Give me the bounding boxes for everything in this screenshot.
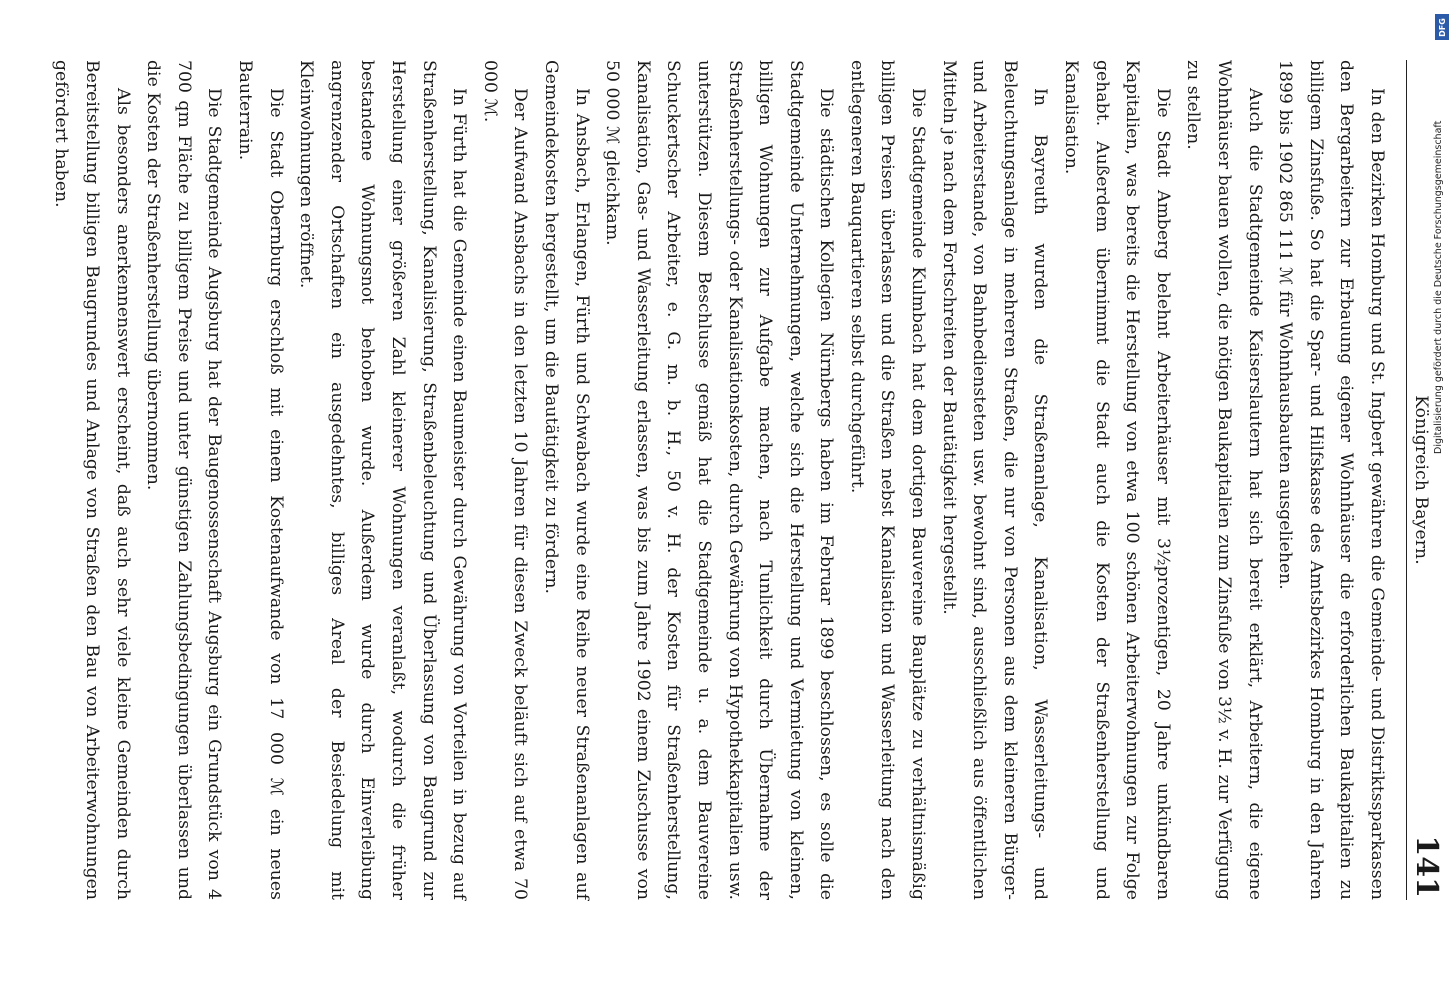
dfg-logo-icon <box>1435 14 1449 40</box>
paragraph-amberg: Die Stadt Amberg belehnt Arbeiterhäuser mit 3½prozentigen, 20 Jahre unkündbaren Kapitalien, was bereits die Herstellung von etwa 100 schönen Arbeiterwohnungen zur Folge gehabt. Außerdem übernimmt die Stadt auch die Kosten der Straßenherstellung und Kanalisation. <box>1061 60 1173 900</box>
paragraph-ansbach: In Ansbach, Erlangen, Fürth und Schwabach wurde eine Reihe neuer Straßenanlagen auf Gemeindekosten hergestellt, um die Bautätigkeit zu fördern. <box>540 60 592 900</box>
digitization-credit <box>1429 14 1449 454</box>
digitization-credit-text: Digitalisierung gefördert durch die Deutsche Forschungsgemeinschaft <box>1433 120 1444 454</box>
paragraph-obernburg: Die Stadt Obernburg erschloß mit einem Kostenaufwande von 17 000 ℳ ein neues Bauterrain. <box>235 60 286 900</box>
document-page <box>51 50 1455 910</box>
page-number: 141 <box>1409 835 1444 898</box>
paragraph-bayreuth: In Bayreuth wurden die Straßenanlage, Kanalisation, Wasserleitungs- und Beleuchtungsanlage in mehreren Straßen, die nur von Personen aus dem kleineren Bürger- und Arbeiterstande, von Bahnbediensteten usw. bewohnt sind, ausschließlich aus öffentlichen Mitteln je nach dem Fortschreiten der Bautätigkeit hergestellt. <box>938 60 1051 900</box>
paragraph-homburg: In den Bezirken Homburg und St. Ingbert gewähren die Gemeinde- und Distriktssparkassen den Bergarbeitern zur Erbauung eigener Wohnhäuser die erforderlichen Baukapitalien zu billigem Zinsfuße. So hat die Spar- und Hilfskasse des Amtsbezirkes Homburg in den Jahren 1899 bis 1902 865 111 ℳ für Wohnhausbauten ausgeliehen. <box>1275 60 1387 900</box>
dfg-logo-text: DFG <box>1437 17 1447 37</box>
paragraph-fuerth: In Fürth hat die Gemeinde einen Baumeister durch Gewährung von Vorteilen in bezug auf Straßenherstellung, Kanalisierung, Straßenbeleuchtung und Überlassung von Baugrund zur Herstellung einer größeren Zahl kleinerer Wohnungen veranlaßt, wodurch die früher bestandene Wohnungsnot behoben wurde. Außerdem wurde durch Einverleibung angrenzender Ortschaften ein ausgedehntes, billiges Areal der Besiedelung mit Kleinwohnungen eröffnet. <box>296 60 470 900</box>
page-header-title: Königreich Bayern. <box>1411 395 1431 565</box>
paragraph-ansbach-cost: Der Aufwand Ansbachs in den letzten 10 Jahren für diesen Zweck beläuft sich auf etwa 70 000 ℳ. <box>479 60 531 900</box>
paragraph-nuernberg: Die städtischen Kollegien Nürnbergs haben im Februar 1899 beschlossen, es solle die Stadtgemeinde Unternehmungen, welche sich die Herstellung und Vermietung von kleinen, billigen Wohnungen zur Aufgabe machen, nach Tunlichkeit durch Übernahme der Straßenherstellungs- oder Kanalisationskosten, durch Gewährung von Hypothekkapitalien usw. unterstützen. Diesem Beschlusse gemäß hat die Stadtgemeinde u. a. dem Bauvereine Schuckertscher Arbeiter, e. G. m. b. H., 50 v. H. der Kosten für Straßenherstellung, Kanalisation, Gas- und Wasserleitung erlassen, was bis zum Jahre 1902 einem Zuschusse von 50 000 ℳ gleichkam. <box>602 60 837 900</box>
paragraph-kaiserslautern: Auch die Stadtgemeinde Kaiserslautern hat sich bereit erklärt, Arbeitern, die eigene Wohnhäuser bauen wollen, die nötigen Baukapitalien zum Zinsfuße von 3½ v. H. zur Verfügung zu stellen. <box>1183 60 1265 900</box>
body-text <box>46 60 1392 900</box>
paragraph-augsburg: Die Stadtgemeinde Augsburg hat der Baugenossenschaft Augsburg ein Grundstück von 4 700 qm Fläche zu billigem Preise und unter günstigen Zahlungsbedingungen überlassen und die Kosten der Straßenherstellung übernommen. <box>143 60 225 900</box>
paragraph-kulmbach: Die Stadtgemeinde Kulmbach hat dem dortigen Bauvereine Bauplätze zu verhältnismäßig billigen Preisen überlassen und die Straßen nebst Kanalisation und Wasserleitung nach den entlegeneren Bauquartieren selbst durchgeführt. <box>846 60 929 900</box>
paragraph-small-communities: Als besonders anerkennenswert erscheint, daß auch sehr viele kleine Gemeinden durch Bereitstellung billigen Baugrundes und Anlage von Straßen den Bau von Arbeiterwohnungen gefördert haben. <box>51 60 133 900</box>
